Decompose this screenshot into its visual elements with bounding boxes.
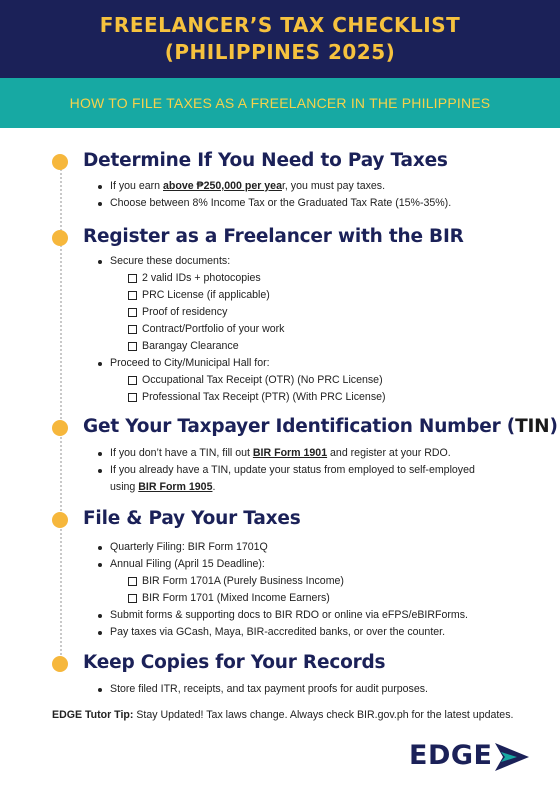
- section-body: [98, 681, 428, 698]
- timeline-dot: [52, 512, 68, 528]
- checklist-item[interactable]: Professional Tax Receipt (PTR) (With PRC License): [98, 389, 386, 406]
- checklist-item[interactable]: 2 valid IDs + photocopies: [98, 270, 386, 287]
- list-item: Submit forms & supporting docs to BIR RDO or online via eFPS/eBIRForms.: [98, 607, 468, 624]
- checklist-item[interactable]: PRC License (if applicable): [98, 287, 386, 304]
- checklist-item[interactable]: Contract/Portfolio of your work: [98, 321, 386, 338]
- list-item-continuation: using BIR Form 1905.: [110, 481, 216, 493]
- page-title-line2: (PHILIPPINES 2025): [164, 40, 396, 64]
- section-title: Determine If You Need to Pay Taxes: [83, 150, 448, 171]
- tip-text: Stay Updated! Tax laws change. Always check BIR.gov.ph for the latest updates.: [133, 709, 514, 721]
- list-item: If you already have a TIN, update your status from employed to self-employed: [98, 462, 475, 479]
- list-item: Proceed to City/Municipal Hall for:: [98, 355, 386, 372]
- section-title: Register as a Freelancer with the BIR: [83, 226, 464, 247]
- section-title: Keep Copies for Your Records: [83, 652, 386, 673]
- checkbox[interactable]: [128, 325, 137, 334]
- section-title: Get Your Taxpayer Identification Number (TIN): [83, 416, 558, 437]
- section-body: [98, 253, 386, 406]
- section-title: File & Pay Your Taxes: [83, 508, 301, 529]
- checkbox[interactable]: [128, 376, 137, 385]
- timeline-dot: [52, 154, 68, 170]
- timeline-dot: [52, 656, 68, 672]
- checklist-item[interactable]: BIR Form 1701A (Purely Business Income): [98, 573, 468, 590]
- list-item: Choose between 8% Income Tax or the Graduated Tax Rate (15%-35%).: [98, 195, 451, 212]
- checkbox[interactable]: [128, 577, 137, 586]
- checkbox[interactable]: [128, 594, 137, 603]
- checklist-item[interactable]: BIR Form 1701 (Mixed Income Earners): [98, 590, 468, 607]
- section-body: [98, 445, 475, 496]
- list-item: If you don’t have a TIN, fill out BIR Form 1901 and register at your RDO.: [98, 445, 475, 462]
- list-item: Secure these documents:: [98, 253, 386, 270]
- checkbox[interactable]: [128, 274, 137, 283]
- subtitle-bar: [0, 78, 560, 128]
- list-item: If you earn above ₱250,000 per year, you must pay taxes.: [98, 178, 451, 195]
- tutor-tip: [52, 709, 513, 721]
- arrow-logo-icon: [495, 743, 529, 771]
- income-threshold-link[interactable]: above ₱250,000 per yea: [163, 180, 282, 192]
- checklist-item[interactable]: Occupational Tax Receipt (OTR) (No PRC License): [98, 372, 386, 389]
- page-subtitle: HOW TO FILE TAXES AS A FREELANCER IN THE PHILIPPINES: [69, 95, 491, 111]
- list-item: Annual Filing (April 15 Deadline):: [98, 556, 468, 573]
- checklist-item[interactable]: Proof of residency: [98, 304, 386, 321]
- page-title-line1: FREELANCER’S TAX CHECKLIST: [99, 13, 461, 37]
- edge-logo: [409, 740, 529, 774]
- logo-text: EDGE: [409, 740, 493, 771]
- list-item: Store filed ITR, receipts, and tax payment proofs for audit purposes.: [98, 681, 428, 698]
- bir-form-1905-link[interactable]: BIR Form 1905: [138, 481, 213, 493]
- checklist-item[interactable]: Barangay Clearance: [98, 338, 386, 355]
- timeline-dot: [52, 230, 68, 246]
- section-body: [98, 178, 451, 212]
- list-item: Pay taxes via GCash, Maya, BIR-accredited banks, or over the counter.: [98, 624, 468, 641]
- checkbox[interactable]: [128, 342, 137, 351]
- checkbox[interactable]: [128, 393, 137, 402]
- section-body: [98, 539, 468, 641]
- checkbox[interactable]: [128, 291, 137, 300]
- list-item: Quarterly Filing: BIR Form 1701Q: [98, 539, 468, 556]
- checkbox[interactable]: [128, 308, 137, 317]
- bir-form-1901-link[interactable]: BIR Form 1901: [252, 447, 328, 459]
- timeline-dot: [52, 420, 68, 436]
- tip-label: EDGE Tutor Tip:: [52, 709, 134, 721]
- header-banner: [0, 0, 560, 78]
